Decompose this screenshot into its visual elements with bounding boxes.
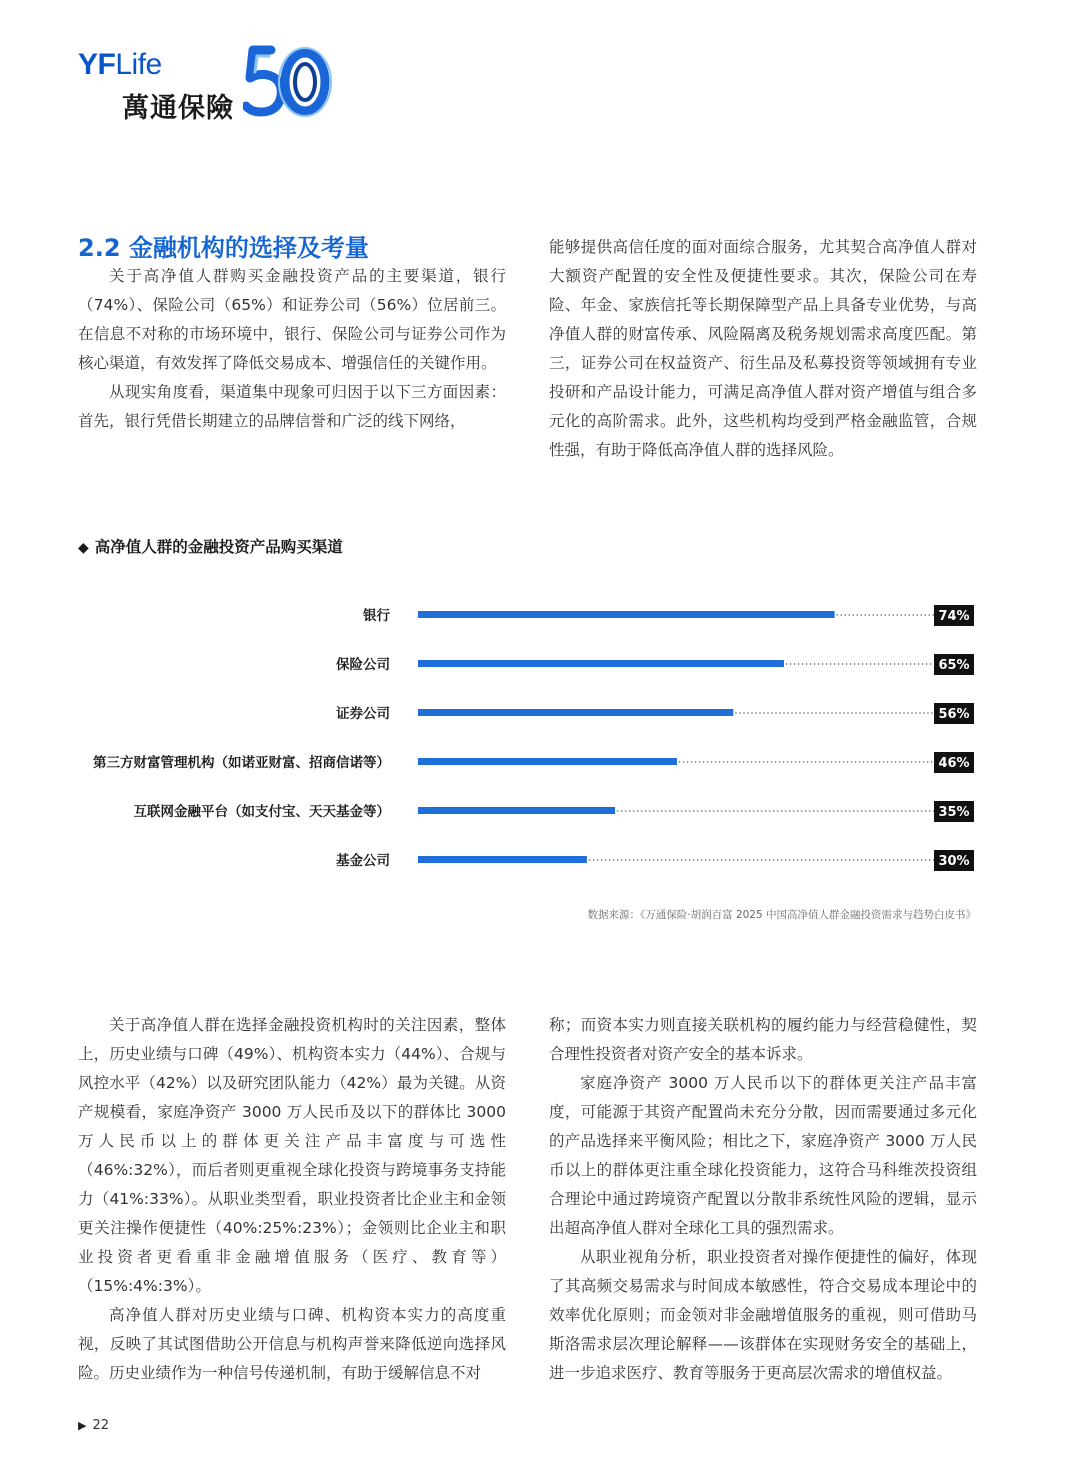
value-label: 35% (938, 805, 970, 820)
logo-wordmark (78, 48, 162, 82)
bar (418, 807, 615, 814)
logo-life: Life (115, 48, 162, 81)
logo-chinese-name: 萬通保險 (122, 93, 234, 124)
page-number: 22 (92, 1418, 110, 1433)
category-label: 银行 (363, 608, 390, 624)
chart-title (78, 535, 343, 557)
body-right-paragraph: 从职业视角分析，职业投资者对操作便捷性的偏好，体现了其高频交易需求与时间成本敏感性，符合交易成本理论中的效率优化原则；而金领对非金融增值服务的重视，则可借助马斯洛需求层次理论解释——该群体在实现财务安全的基础上，进一步追求医疗、教育等服务于更高层次需求的增值权益。 (549, 1248, 977, 1382)
category-label: 证券公司 (336, 706, 390, 722)
bar-chart (0, 590, 1080, 890)
value-label: 74% (938, 609, 970, 624)
value-label: 46% (938, 756, 970, 771)
category-label: 保险公司 (336, 657, 390, 673)
category-label: 互联网金融平台（如支付宝、天天基金等） (133, 804, 390, 820)
body-left-paragraph: 高净值人群对历史业绩与口碑、机构资本实力的高度重视，反映了其试图借助公开信息与机构声誉来降低逆向选择风险。历史业绩作为一种信号传递机制，有助于缓解信息不对 (78, 1306, 506, 1382)
category-label: 基金公司 (336, 853, 390, 869)
diamond-icon: ◆ (78, 540, 89, 556)
bar (418, 758, 677, 765)
intro-left-column (78, 262, 506, 436)
bar (418, 709, 733, 716)
bar (418, 660, 784, 667)
value-label: 30% (938, 854, 970, 869)
brand-logo (78, 44, 338, 124)
body-left-column (78, 1011, 506, 1388)
intro-right-paragraph: 能够提供高信任度的面对面综合服务，尤其契合高净值人群对大额资产配置的安全性及便捷性要求。其次，保险公司在寿险、年金、家族信托等长期保障型产品上具备专业优势，与高净值人群的财富传承、风险隔离及税务规划需求高度匹配。第三，证券公司在权益资产、衍生品及私募投资等领域拥有专业投研和产品设计能力，可满足高净值人群对资产增值与组合多元化的高阶需求。此外，这些机构均受到严格金融监管，合规性强，有助于降低高净值人群的选择风险。 (549, 238, 977, 459)
value-label: 56% (938, 707, 970, 722)
bar (418, 611, 835, 618)
anniversary-50-logo (243, 44, 335, 120)
page-footer (78, 1418, 109, 1433)
intro-left-paragraph: 从现实角度看，渠道集中现象可归因于以下三方面因素：首先，银行凭借长期建立的品牌信誉和广泛的线下网络， (78, 383, 506, 430)
data-source: 数据来源：《万通保险·胡润百富 2025 中国高净值人群金融投资需求与趋势白皮书》 (587, 909, 976, 921)
value-label: 65% (938, 658, 970, 673)
intro-left-paragraph: 关于高净值人群购买金融投资产品的主要渠道，银行（74%）、保险公司（65%）和证券公司（56%）位居前三。在信息不对称的市场环境中，银行、保险公司与证券公司作为核心渠道，有效发挥了降低交易成本、增强信任的关键作用。 (78, 267, 506, 372)
body-right-paragraph: 称；而资本实力则直接关联机构的履约能力与经营稳健性，契合理性投资者对资产安全的基本诉求。 (549, 1016, 977, 1063)
body-left-paragraph: 关于高净值人群在选择金融投资机构时的关注因素，整体上，历史业绩与口碑（49%）、机构资本实力（44%）、合规与风控水平（42%）以及研究团队能力（42%）最为关键。从资产规模看，家庭净资产 3000 万人民币及以下的群体比 3000 万人民币以上的群体更关注产品丰富度与可选性（46%:32%），而后者则更重视全球化投资与跨境事务支持能力（41%:33%）。从职业类型看，职业投资者比企业主和金领更关注操作便捷性（40%:25%:23%）；金领则比企业主和职业投资者更看重非金融增值服务（医疗、教育等）（15%:4%:3%）。 (78, 1016, 506, 1295)
body-right-column (549, 1011, 977, 1388)
triangle-right-icon: ▶ (78, 1419, 87, 1432)
bar (418, 856, 587, 863)
body-right-paragraph: 家庭净资产 3000 万人民币以下的群体更关注产品丰富度，可能源于其资产配置尚未充分分散，因而需要通过多元化的产品选择来平衡风险；相比之下，家庭净资产 3000 万人民币以上的群体更注重全球化投资能力，这符合马科维茨投资组合理论中通过跨境资产配置以分散非系统性风险的逻辑，显示出超高净值人群对全球化工具的强烈需求。 (549, 1074, 977, 1237)
category-label: 第三方财富管理机构（如诺亚财富、招商信诺等） (93, 755, 390, 771)
chart-title-text: 高净值人群的金融投资产品购买渠道 (94, 538, 343, 556)
section-title: 2.2 金融机构的选择及考量 (78, 234, 369, 262)
logo-yf: YF (78, 48, 116, 81)
intro-right-column (549, 233, 977, 465)
